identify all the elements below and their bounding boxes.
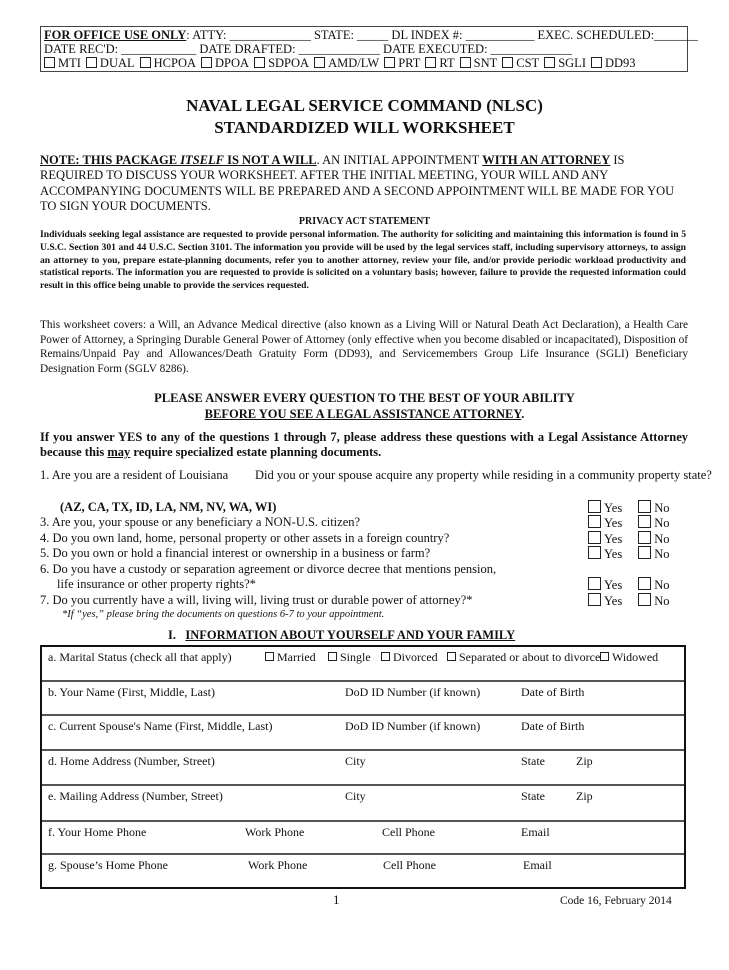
checkbox-separated[interactable] xyxy=(447,652,456,661)
title-line-1: NAVAL LEGAL SERVICE COMMAND (NLSC) xyxy=(186,96,543,115)
field-label: Email xyxy=(521,825,550,839)
no-checkbox[interactable] xyxy=(638,531,651,544)
yes-checkbox[interactable] xyxy=(588,546,601,559)
field-label: DoD ID Number (if known) xyxy=(345,685,481,699)
marital-label: a. Marital Status (check all that apply) xyxy=(48,650,232,664)
office-checkbox-rt[interactable] xyxy=(425,56,454,70)
checkbox-icon[interactable] xyxy=(425,57,436,68)
checkbox-icon[interactable] xyxy=(86,57,97,68)
yes-label: Yes xyxy=(604,594,623,608)
office-use-box xyxy=(40,26,698,72)
row-home-address[interactable] xyxy=(42,751,684,786)
footnote: *If “yes,” please bring the documents on questions 6-7 to your appointment. xyxy=(62,609,385,620)
row-your-name[interactable] xyxy=(42,682,684,716)
if-yes-paragraph: If you answer YES to any of the questions 1 through 7, please address these questions with a Legal Assistance Attorney because this may require specialized estate planning documents. xyxy=(40,430,688,460)
office-checkbox-dd93[interactable] xyxy=(591,56,636,70)
no-checkbox[interactable] xyxy=(638,515,651,528)
no-checkbox[interactable] xyxy=(638,593,651,606)
yes-checkbox[interactable] xyxy=(588,515,601,528)
field-label: Date of Birth xyxy=(521,719,585,733)
office-checkbox-snt[interactable] xyxy=(460,56,498,70)
yes-label: Yes xyxy=(604,547,623,561)
checkbox-label: HCPOA xyxy=(153,56,197,70)
code-date: Code 16, February 2014 xyxy=(560,895,672,907)
please-line-2: BEFORE YOU SEE A LEGAL ASSISTANCE ATTORNEY xyxy=(204,407,522,421)
row-spouse-name[interactable] xyxy=(42,716,684,751)
checkbox-label: DUAL xyxy=(99,56,135,70)
office-checkboxes xyxy=(44,56,641,70)
checkbox-icon[interactable] xyxy=(201,57,212,68)
yes-no-q3 xyxy=(588,515,669,530)
personal-info-table xyxy=(40,645,686,889)
option-label: Married xyxy=(277,650,316,664)
yes-label: Yes xyxy=(604,578,623,592)
checkbox-widowed[interactable] xyxy=(600,652,609,661)
section-title: INFORMATION ABOUT YOURSELF AND YOUR FAMILY xyxy=(185,628,516,642)
checkbox-icon[interactable] xyxy=(502,57,513,68)
field-label: Email xyxy=(523,858,552,872)
no-checkbox[interactable] xyxy=(638,577,651,590)
checkbox-label: PRT xyxy=(398,56,421,70)
office-line-1: : ATTY: _____________ STATE: _____ DL INDEX #: ___________ EXEC. SCHEDULED:_______ xyxy=(186,28,698,42)
field-label: Date of Birth xyxy=(521,685,585,699)
no-label: No xyxy=(654,547,670,561)
note-paragraph: NOTE: THIS PACKAGE ITSELF IS NOT A WILL. AN INITIAL APPOINTMENT WITH AN ATTORNEY IS REQUIRED TO DISCUSS YOUR WORKSHEET. AFTER THE INITIAL MEETING, YOUR WILL AND ANY ACCOMPANYING DOCUMENTS WILL BE PREPARED AND A SECOND APPOINTMENT WILL BE MADE FOR YOU TO SIGN YOUR DOCUMENTS. xyxy=(40,153,675,213)
field-label: f. Your Home Phone xyxy=(48,825,147,839)
office-use-label: FOR OFFICE USE ONLY xyxy=(44,28,187,42)
field-label: Cell Phone xyxy=(383,858,436,872)
yes-checkbox[interactable] xyxy=(588,593,601,606)
office-checkbox-dpoa[interactable] xyxy=(201,56,249,70)
checkbox-label: SNT xyxy=(473,56,498,70)
office-checkbox-sgli[interactable] xyxy=(544,56,586,70)
field-label: Zip xyxy=(576,789,593,803)
page-number: 1 xyxy=(333,892,340,907)
checkbox-label: MTI xyxy=(58,56,81,70)
row-marital-status xyxy=(42,647,684,682)
no-checkbox[interactable] xyxy=(638,500,651,513)
checkbox-icon[interactable] xyxy=(591,57,602,68)
yes-label: Yes xyxy=(604,501,623,515)
yes-no-q5 xyxy=(588,546,669,561)
checkbox-label: AMD/LW xyxy=(328,56,380,70)
checkbox-label: DD93 xyxy=(604,56,636,70)
question-2: Did you or your spouse acquire any property while residing in a community property state? xyxy=(255,468,712,482)
covers-paragraph: This worksheet covers: a Will, an Advance Medical directive (also known as a Living Will or Natural Death Act Declaration), a Health Care Power of Attorney, a Springing Durable General Power of Attorney (only effective when you become disabled or incapacitated), Disposition of Remains/Unpaid Pay and Allowances/Death Gratuity Form (DD93), and Servicemembers Group Life Insurance (SGLI) Beneficiary Designation Form (SGLV 8286). xyxy=(40,319,688,376)
title-line-2: STANDARDIZED WILL WORKSHEET xyxy=(214,118,515,137)
question-6b: life insurance or other property rights?* xyxy=(57,577,256,591)
yes-no-q6 xyxy=(588,577,669,592)
question-1: 1. Are you are a resident of Louisiana xyxy=(40,468,229,482)
checkbox-icon[interactable] xyxy=(460,57,471,68)
yes-label: Yes xyxy=(604,532,623,546)
field-label: Work Phone xyxy=(245,825,305,839)
field-label: Cell Phone xyxy=(382,825,435,839)
question-4: 4. Do you own land, home, personal property or other assets in a foreign country? xyxy=(40,531,450,545)
question-3: 3. Are you, your spouse or any beneficiary a NON-U.S. citizen? xyxy=(40,515,361,529)
checkbox-label: SDPOA xyxy=(268,56,310,70)
office-checkbox-hcpoa[interactable] xyxy=(140,56,196,70)
field-label: g. Spouse’s Home Phone xyxy=(48,858,168,872)
checkbox-icon[interactable] xyxy=(384,57,395,68)
office-line-2: DATE REC'D: ____________ DATE DRAFTED: _____________ DATE EXECUTED: _____________ xyxy=(44,42,572,56)
please-line-1: PLEASE ANSWER EVERY QUESTION TO THE BEST OF YOUR ABILITY xyxy=(154,391,575,405)
field-label: Zip xyxy=(576,754,593,768)
checkbox-label: SGLI xyxy=(558,56,586,70)
checkbox-icon[interactable] xyxy=(544,57,555,68)
yes-label: Yes xyxy=(604,516,623,530)
yes-no-q4 xyxy=(588,531,669,546)
privacy-body: Individuals seeking legal assistance are requested to provide personal information. The authority for soliciting and maintaining this information is found in 5 U.S.C. Section 301 and 44 U.S.C. Section 3101. The information you provide will be used by the legal services staff, including supervisory attorneys, to assign an attorney to you, prepare estate-planning documents, refer you to another attorney, review your file, and/or provide periodic workload productivity and statistical reports. The information you are requested to provide is solicited on a voluntary basis; however, failure to provide the requested information could result in this office being unable to provide the services requested. xyxy=(40,229,686,291)
yes-no-q7 xyxy=(588,593,669,608)
community-states: (AZ, CA, TX, ID, LA, NM, NV, WA, WI) xyxy=(60,500,277,514)
yes-checkbox[interactable] xyxy=(588,531,601,544)
field-label: c. Current Spouse's Name (First, Middle, Last) xyxy=(48,719,273,733)
checkbox-single[interactable] xyxy=(328,652,337,661)
field-label: Work Phone xyxy=(248,858,308,872)
field-label: DoD ID Number (if known) xyxy=(345,719,481,733)
office-checkbox-dual[interactable] xyxy=(86,56,135,70)
checkbox-label: RT xyxy=(439,56,455,70)
option-label: Divorced xyxy=(393,650,438,664)
field-label: State xyxy=(521,789,545,803)
checkbox-icon[interactable] xyxy=(314,57,325,68)
office-checkbox-amdlw[interactable] xyxy=(314,56,379,70)
option-label: Widowed xyxy=(612,650,659,664)
please-period: . xyxy=(521,407,525,421)
question-6a: 6. Do you have a custody or separation agreement or divorce decree that mentions pension, xyxy=(40,562,497,576)
checkbox-icon[interactable] xyxy=(254,57,265,68)
no-label: No xyxy=(654,516,670,530)
no-checkbox[interactable] xyxy=(638,546,651,559)
no-label: No xyxy=(654,594,670,608)
no-label: No xyxy=(654,501,670,515)
no-label: No xyxy=(654,532,670,546)
field-label: City xyxy=(345,789,366,803)
no-label: No xyxy=(654,578,670,592)
office-checkbox-cst[interactable] xyxy=(502,56,539,70)
office-checkbox-mti[interactable] xyxy=(44,56,81,70)
checkbox-label: DPOA xyxy=(215,56,250,70)
field-label: City xyxy=(345,754,366,768)
checkbox-divorced[interactable] xyxy=(381,652,390,661)
row-your-phone[interactable] xyxy=(42,822,684,855)
privacy-title: PRIVACY ACT STATEMENT xyxy=(298,216,431,227)
checkbox-icon[interactable] xyxy=(140,57,151,68)
option-label: Separated or about to divorce xyxy=(459,650,601,664)
question-7: 7. Do you currently have a will, living will, living trust or durable power of attorney?* xyxy=(40,593,473,607)
yes-no-q2 xyxy=(588,500,669,515)
yes-checkbox[interactable] xyxy=(588,577,601,590)
checkbox-label: CST xyxy=(516,56,540,70)
row-spouse-phone[interactable] xyxy=(42,855,684,889)
checkbox-icon[interactable] xyxy=(44,57,55,68)
office-checkbox-sdpoa[interactable] xyxy=(254,56,309,70)
field-label: State xyxy=(521,754,545,768)
checkbox-married[interactable] xyxy=(265,652,274,661)
office-checkbox-prt[interactable] xyxy=(384,56,420,70)
field-label: d. Home Address (Number, Street) xyxy=(48,754,215,768)
field-label: e. Mailing Address (Number, Street) xyxy=(48,789,223,803)
question-5: 5. Do you own or hold a financial interest or ownership in a business or farm? xyxy=(40,546,431,560)
row-mailing-address[interactable] xyxy=(42,786,684,822)
yes-checkbox[interactable] xyxy=(588,500,601,513)
field-label: b. Your Name (First, Middle, Last) xyxy=(48,685,215,699)
option-label: Single xyxy=(340,650,371,664)
section-number: I. xyxy=(168,628,176,642)
